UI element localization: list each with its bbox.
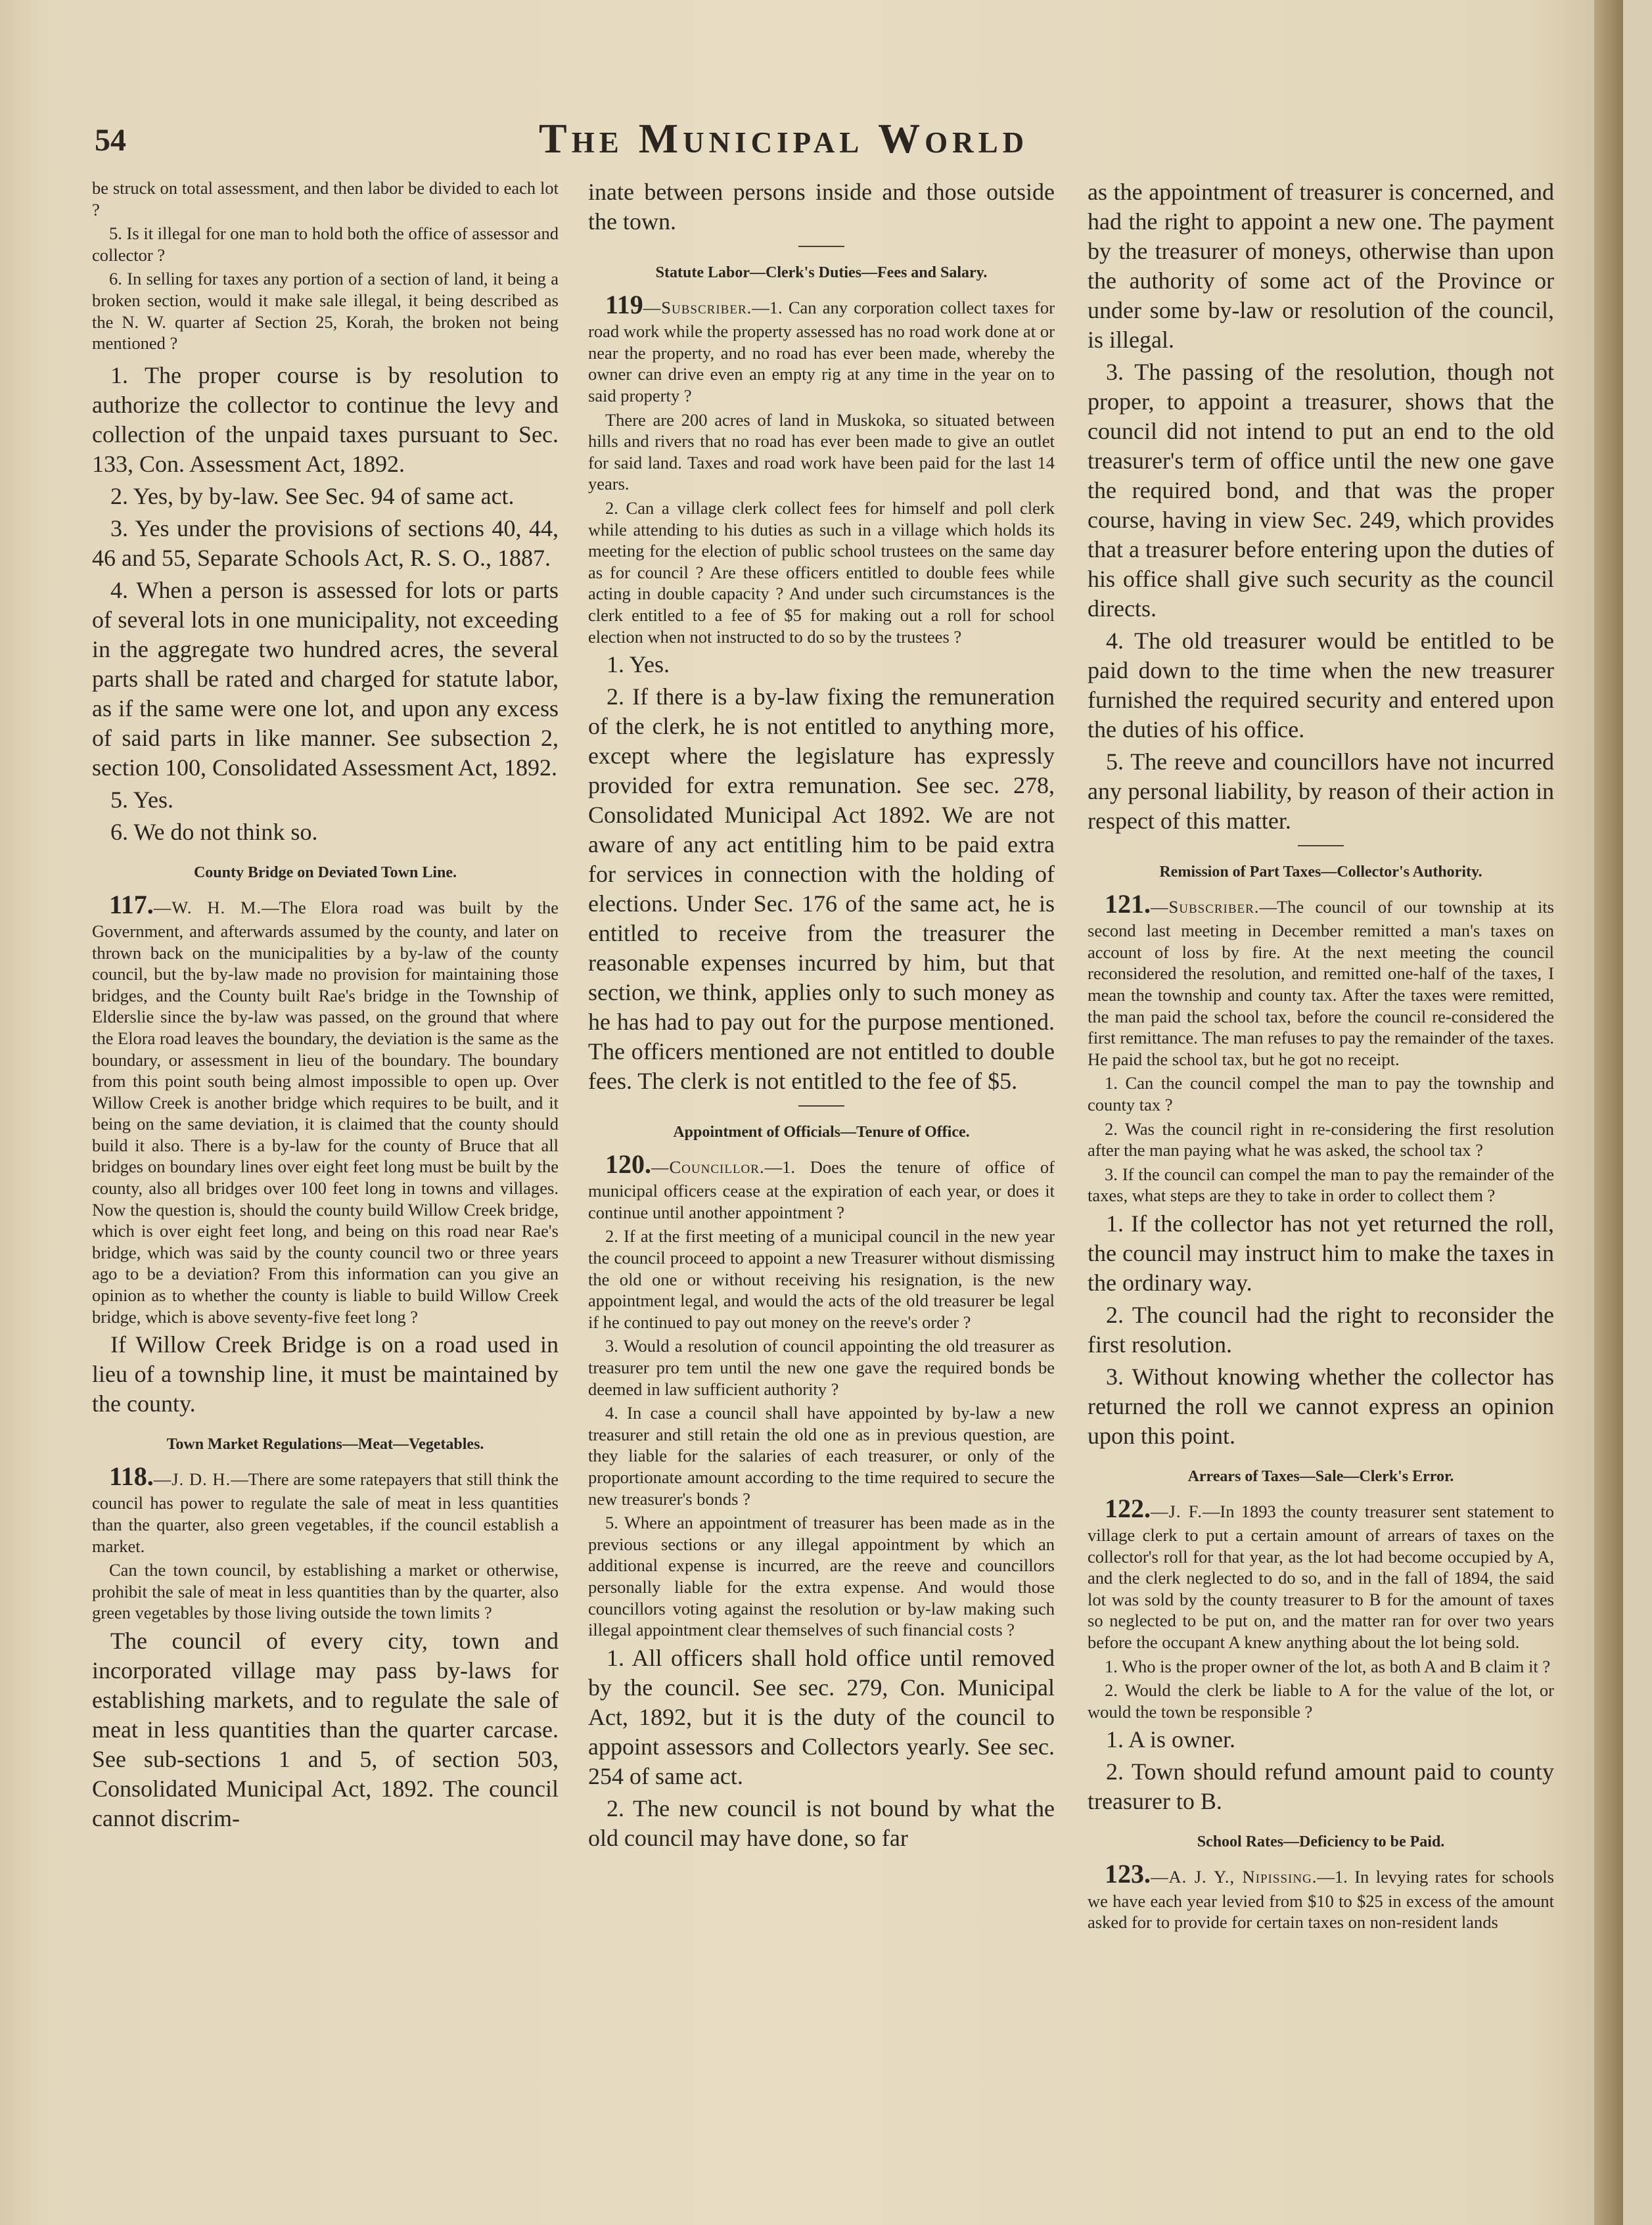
question-number: 118. xyxy=(109,1461,154,1492)
columns xyxy=(92,177,1574,2188)
section-heading: Town Market Regulations—Meat—Vegetables. xyxy=(166,1436,484,1454)
section-heading: Statute Labor—Clerk's Duties—Fees and Salary. xyxy=(655,264,988,281)
question-number: 123. xyxy=(1105,1859,1151,1889)
question-123 xyxy=(1088,1858,1554,1933)
question-text: 5. Is it illegal for one man to hold both the office of assessor and collector ? xyxy=(92,223,559,265)
question-text: 4. In case a council shall have appointed by by-law a new treasurer and still retain the old one as in previous question, are they liable for the salaries of each treasurer, or only of the proportionate amount according to the time required to secure the new treasurer's bonds ? xyxy=(588,1403,1055,1509)
question-author: —Subscriber. xyxy=(1151,897,1260,917)
question-author: —Subscriber. xyxy=(643,298,752,317)
answer-text: 6. We do not think so. xyxy=(110,818,318,845)
question-text: 5. Where an appointment of treasurer has been made as in the previous sections or any illegal appointment by which an additional expense is incurred, are the reeve and councillors personally liable for the extra expense. And would those councillors voting against the resolution or by-law making such illegal appointment clear themselves of such financial costs ? xyxy=(588,1513,1055,1640)
answer-text: inate between persons inside and those outside the town. xyxy=(588,179,1055,235)
question-body: —1. In levying rates for schools we have each year levied from $10 to $25 in excess of the amount asked for to provide for certain taxes on non-resident lands xyxy=(1088,1867,1554,1933)
answer-text: 1. The proper course is by resolution to authorize the collector to continue the levy and collection of the unpaid taxes pursuant to Sec. 133, Con. Assessment Act, 1892. xyxy=(92,361,559,477)
question-text: 2. Was the council right in re-considering the first resolution after the man paying what he was asked, the school tax ? xyxy=(1088,1118,1554,1160)
column-3 xyxy=(1088,177,1554,2188)
section-heading: County Bridge on Deviated Town Line. xyxy=(193,863,457,881)
question-117 xyxy=(92,888,559,1327)
answer-text: If Willow Creek Bridge is on a road used in lieu of a township line, it must be maintained by the county. xyxy=(92,1331,559,1417)
column-2 xyxy=(588,177,1055,2188)
question-text: be struck on total assessment, and then labor be divided to each lot ? xyxy=(92,178,559,219)
question-119 xyxy=(588,288,1055,407)
answer-text: 1. All officers shall hold office until removed by the council. See sec. 279, Con. Municipal Act, 1892, but it is the duty of the council to appoint assessors and Collectors yearly. See sec. 254 of same act. xyxy=(588,1644,1055,1789)
answer-text: as the appointment of treasurer is concerned, and had the right to appoint a new one. The payment by the treasurer of moneys, otherwise than upon the authority of some act of the Province or under some by-law or resolution of the council, is illegal. xyxy=(1088,179,1554,353)
answer-text: 1. A is owner. xyxy=(1106,1726,1236,1753)
question-text: There are 200 acres of land in Muskoka, so situated between hills and rivers that no road has ever been made to give an outlet for said land. Taxes and road work have been paid for the last 14 years. xyxy=(588,409,1055,494)
question-body: —In 1893 the county treasurer sent statement to village clerk to put a certain amount of arrears of taxes on the collector's roll for that year, as the lot had become occupied by A, and the clerk neglected to do so, and in the fall of 1894, the said lot was sold by the county treasurer to B for the amount of taxes so neglected to be put on, and the matter ran for over two years before the occupant A knew anything about the lot being sold. xyxy=(1088,1501,1554,1653)
question-text: 2. Would the clerk be liable to A for the value of the lot, or would the town be responsible ? xyxy=(1088,1680,1554,1722)
section-heading: Remission of Part Taxes—Collector's Authority. xyxy=(1159,863,1482,881)
question-number: 122. xyxy=(1105,1493,1151,1523)
answer-text: 1. If the collector has not yet returned the roll, the council may instruct him to make the taxes in the ordinary way. xyxy=(1088,1210,1554,1296)
question-text: Can the town council, by establishing a market or otherwise, prohibit the sale of meat in less quantities than by the quarter, also green vegetables by those living outside the town limits ? xyxy=(92,1560,559,1623)
question-body: —1. Can any corporation collect taxes for road work while the property assessed has no road work done at or near the property, and no road has ever been made, whereby the owner can drive even an empty rig at any time in the year on to said property ? xyxy=(588,298,1055,405)
answer-text: 2. Yes, by by-law. See Sec. 94 of same act. xyxy=(110,482,515,509)
section-heading: Arrears of Taxes—Sale—Clerk's Error. xyxy=(1187,1467,1454,1485)
answer-text: 2. The new council is not bound by what the old council may have done, so far xyxy=(588,1795,1055,1851)
answer-text: The council of every city, town and incorporated village may pass by-laws for establishing markets, and to regulate the sale of meat in less quantities than the quarter carcase. See sub-sections 1 and 5, of section 503, Consolidated Municipal Act, 1892. The council cannot discrim- xyxy=(92,1627,559,1831)
section-heading: Appointment of Officials—Tenure of Office. xyxy=(673,1124,970,1141)
question-body: —1. Does the tenure of office of municipal officers cease at the expiration of each year, or does it continue until another appointment ? xyxy=(588,1157,1055,1222)
question-body: —The council of our township at its second last meeting in December remitted a man's taxes on account of loss by fire. At the next meeting the council reconsidered the resolution, and remitted one-half of the taxes, I mean the township and county tax. After the taxes were remitted, the man paid the school tax, before the council re-considered the first remittance. The man refuses to pay the remainder of the taxes. He paid the school tax, but he got no receipt. xyxy=(1088,897,1554,1069)
column-1 xyxy=(92,177,559,2188)
answer-text: 5. The reeve and councillors have not incurred any personal liability, by reason of their action in respect of this matter. xyxy=(1088,748,1554,834)
question-body: —The Elora road was built by the Government, and afterwards assumed by the county, and later on thrown back on the municipalities by a by-law of the county council, but the by-law made no provision for maintaining those bridges, and the County built Rae's bridge in the Township of Elderslie since the by-law was passed, on the ground that where the Elora road leaves the boundary, the deviation is the same as the boundary, or assessment in lieu of the boundary. The boundary from this point south being almost impossible to open up. Over Willow Creek is another bridge which requires to be built, and it being on the same deviation, it is claimed that the county should build it also. There is a by-law for the county of Bruce that all bridges on boundary lines over eight feet long must be built by the county, also all bridges over 100 feet long in towns and villages. Now the question is, should the county build Willow Creek bridge, which is over eight feet long, and being on this road near Rae's bridge, which was said by the county council two or three years ago to be a deviation? From this information can you give an opinion as to whether the county is liable to build Willow Creek bridge, which is above seventy-five feet long ? xyxy=(92,897,559,1327)
page-header xyxy=(92,110,1538,163)
question-number: 121. xyxy=(1105,889,1151,919)
answer-text: 3. Without knowing whether the collector has returned the roll we cannot express an opinion upon this point. xyxy=(1088,1363,1554,1449)
section-heading: School Rates—Deficiency to be Paid. xyxy=(1197,1833,1445,1851)
answer-text: 1. Yes. xyxy=(607,651,670,678)
answer-text: 3. The passing of the resolution, though not proper, to appoint a treasurer, shows that the council did not intend to put an end to the old treasurer's term of office until the new one gave the required bond, and that was the proper course, having in view Sec. 249, which provides that a treasurer before entering upon the duties of his office shall give such security as the council directs. xyxy=(1088,359,1554,622)
journal-title: The Municipal World xyxy=(539,115,1029,162)
answer-text: 5. Yes. xyxy=(110,786,174,813)
question-author: —J. F. xyxy=(1151,1501,1203,1521)
question-author: —J. D. H. xyxy=(153,1469,231,1490)
answer-text: 2. If there is a by-law fixing the remuneration of the clerk, he is not entitled to anything more, except where the legislature has expressly provided for extra remunation. See sec. 278, Consolidated Municipal Act 1892. We are not aware of any act entitling him to be paid extra for services in connection with the holding of elections. Under Sec. 176 of the same act, he is entitled to receive from the treasurer the reasonable expenses incurred by him, but that section, we think, applies only to such money as he has had to pay out for the purpose mentioned. The officers mentioned are not entitled to double fees. The clerk is not entitled to the fee of $5. xyxy=(588,683,1055,1095)
question-text: 2. Can a village clerk collect fees for himself and poll clerk while attending to his duties as such in a village which holds its meeting for the election of public school trustees on the same day as for council ? Are these officers entitled to double fees while acting in double capacity ? And under such circumstances is the clerk entitled to a fee of $5 for making out a roll for school election when not instructed to do so by the trustees ? xyxy=(588,497,1055,647)
question-120 xyxy=(588,1148,1055,1223)
divider xyxy=(798,1105,844,1107)
question-text: 2. If at the first meeting of a municipal council in the new year the council proceed to appoint a new Treasurer without dismissing the old one or without receiving his resignation, is the new appointment legal, and would the acts of the old treasurer be legal if he continued to pay out money on the reeve's order ? xyxy=(588,1226,1055,1332)
question-author: —A. J. Y., Nipissing. xyxy=(1151,1867,1318,1887)
answer-text: 2. The council had the right to reconsider the first resolution. xyxy=(1088,1301,1554,1358)
page-number: 54 xyxy=(95,123,126,158)
divider xyxy=(798,246,844,247)
question-author: —Councillor. xyxy=(651,1157,765,1178)
question-text: 3. Would a resolution of council appointing the old treasurer as treasurer pro tem until the new one gave the required bonds be deemed in law sufficient authority ? xyxy=(588,1336,1055,1399)
question-text: 3. If the council can compel the man to pay the remainder of the taxes, what steps are they to take in order to collect them ? xyxy=(1088,1164,1554,1206)
answer-text: 3. Yes under the provisions of sections 40, 44, 46 and 55, Separate Schools Act, R. S. O., 1887. xyxy=(92,515,559,571)
question-body: —There are some ratepayers that still think the council has power to regulate the sale of meat in less quantities than the quarter, also green vegetables, if the council establish a market. xyxy=(92,1469,559,1556)
question-number: 120. xyxy=(605,1149,651,1180)
question-author: —W. H. M. xyxy=(153,897,262,917)
question-text: 1. Who is the proper owner of the lot, as both A and B claim it ? xyxy=(1105,1656,1551,1676)
question-number: 117. xyxy=(109,889,154,919)
question-121 xyxy=(1088,888,1554,1070)
question-122 xyxy=(1088,1492,1554,1653)
answer-text: 4. The old treasurer would be entitled to be paid down to the time when the new treasurer furnished the required security and entered upon the duties of his office. xyxy=(1088,628,1554,743)
answer-text: 2. Town should refund amount paid to county treasurer to B. xyxy=(1088,1758,1554,1815)
question-text: 1. Can the council compel the man to pay the township and county tax ? xyxy=(1088,1073,1554,1114)
question-118 xyxy=(92,1460,559,1557)
answer-text: 4. When a person is assessed for lots or parts of several lots in one municipality, not exceeding in the aggregate two hundred acres, the several parts shall be rated and charged for statute labor, as if the same were one lot, and upon any excess of said parts in like manner. See subsection 2, section 100, Consolidated Assessment Act, 1892. xyxy=(92,576,559,781)
question-text: 6. In selling for taxes any portion of a section of land, it being a broken section, would it make sale illegal, it being described as the N. W. quarter af Section 25, Korah, the broken not being mentioned ? xyxy=(92,269,559,354)
question-number: 119 xyxy=(605,290,643,319)
page-edge xyxy=(1594,0,1623,2225)
divider xyxy=(1298,845,1344,846)
